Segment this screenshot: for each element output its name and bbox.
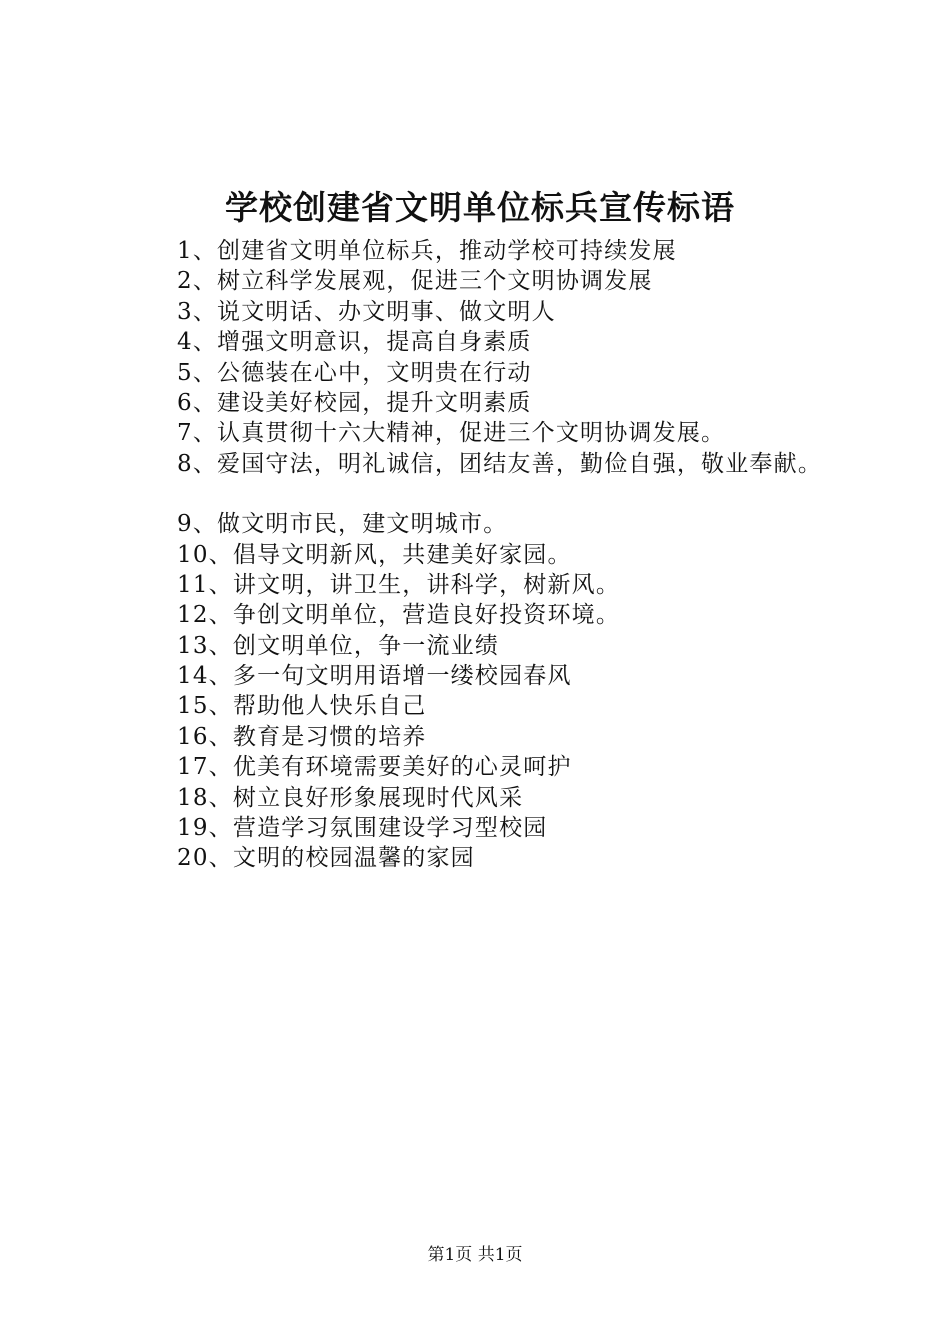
list-item: 15、帮助他人快乐自己 <box>177 693 427 720</box>
page-footer: 第1页 共1页 <box>427 1245 523 1265</box>
list-item: 4、增强文明意识，提高自身素质 <box>177 329 532 356</box>
slogan-list <box>177 236 822 874</box>
list-item: 5、公德装在心中，文明贵在行动 <box>177 359 532 386</box>
list-item: 7、认真贯彻十六大精神，促进三个文明协调发展。 <box>177 420 726 447</box>
list-item: 11、讲文明，讲卫生，讲科学，树新风。 <box>177 571 621 598</box>
list-item: 10、倡导文明新风，共建美好家园。 <box>177 541 572 568</box>
list-item: 18、树立良好形象展现时代风采 <box>177 784 524 811</box>
list-item: 8、爱国守法，明礼诚信，团结友善，勤俭自强，敬业奉献。 <box>177 450 823 477</box>
list-item: 2、树立科学发展观，促进三个文明协调发展 <box>177 268 653 295</box>
list-item: 9、做文明市民，建文明城市。 <box>177 511 508 538</box>
list-item: 1、创建省文明单位标兵，推动学校可持续发展 <box>177 238 677 264</box>
list-item: 12、争创文明单位，营造良好投资环境。 <box>177 602 621 629</box>
list-item: 19、营造学习氛围建设学习型校园 <box>177 815 548 842</box>
list-item: 17、优美有环境需要美好的心灵呵护 <box>177 754 572 781</box>
list-item: 16、教育是习惯的培养 <box>177 723 427 750</box>
document-title: 学校创建省文明单位标兵宣传标语 <box>225 188 735 227</box>
list-item: 13、创文明单位，争一流业绩 <box>177 632 500 659</box>
list-item: 20、文明的校园温馨的家园 <box>177 845 475 872</box>
list-item: 3、说文明话、办文明事、做文明人 <box>177 298 556 325</box>
list-item: 6、建设美好校园，提升文明素质 <box>177 389 532 416</box>
list-item: 14、多一句文明用语增一缕校园春风 <box>177 663 572 690</box>
